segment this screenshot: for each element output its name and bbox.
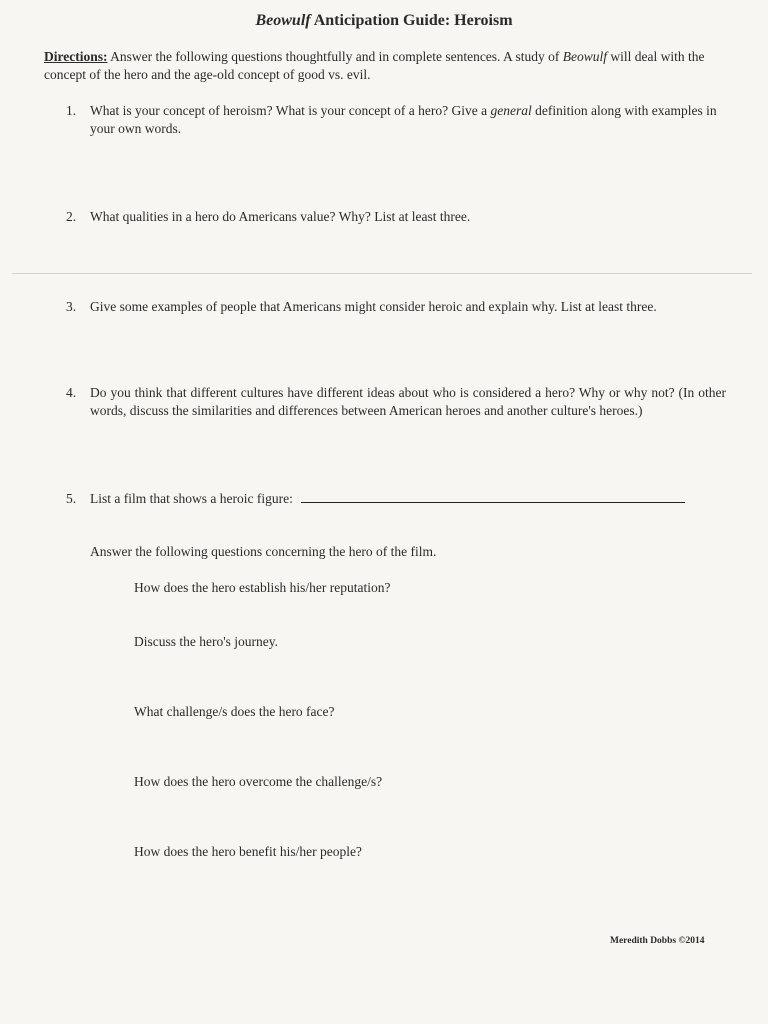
- question-text-label: List a film that shows a heroic figure:: [90, 491, 293, 506]
- copyright-credit: Meredith Dobbs ©2014: [610, 936, 705, 946]
- film-question-5: How does the hero benefit his/her people?: [134, 844, 362, 859]
- title-text: Anticipation Guide: Heroism: [310, 12, 513, 29]
- question-text-after: definition along with examples in your own words.: [90, 103, 717, 136]
- film-answer-line[interactable]: [301, 492, 685, 503]
- question-number: 3.: [66, 299, 77, 314]
- question-text: Give some examples of people that Americans might consider heroic and explain why. List at least three.: [90, 299, 657, 314]
- film-question-3: What challenge/s does the hero face?: [134, 704, 335, 719]
- page-title: [0, 12, 768, 30]
- directions-text-before: Answer the following questions thoughtfully and in complete sentences. A study of: [107, 49, 563, 64]
- question-2: [66, 208, 726, 226]
- question-number: 1.: [66, 103, 77, 118]
- directions-label: Directions:: [44, 49, 108, 64]
- question-5: [66, 490, 726, 508]
- title-italic: Beowulf: [255, 12, 311, 29]
- question-text: [90, 490, 726, 508]
- film-question-1: How does the hero establish his/her reputation?: [134, 580, 391, 595]
- divider: [12, 273, 752, 274]
- question-1: [66, 102, 726, 138]
- directions-italic: Beowulf: [562, 49, 607, 64]
- question-text-before: What is your concept of heroism? What is your concept of a hero? Give a: [90, 103, 491, 118]
- question-text: What qualities in a hero do Americans value? Why? List at least three.: [90, 209, 471, 224]
- question-4: [66, 384, 726, 420]
- film-question-4: How does the hero overcome the challenge/s?: [134, 774, 383, 789]
- directions: [44, 48, 726, 84]
- film-question-2: Discuss the hero's journey.: [134, 634, 279, 649]
- question-number: 2.: [66, 209, 77, 224]
- directions-text-after: will deal with the concept of the hero and the age-old concept of good vs. evil.: [44, 49, 705, 82]
- question-text: [90, 102, 726, 138]
- question-text: Do you think that different cultures have different ideas about who is considered a hero? Why or why not? (In other words, discuss the similarities and differences between American heroes and another culture's heroes.): [90, 385, 726, 418]
- film-intro: Answer the following questions concerning the hero of the film.: [90, 544, 437, 559]
- question-number: 4.: [66, 385, 77, 400]
- question-3: [66, 298, 726, 316]
- question-number: 5.: [66, 491, 77, 506]
- question-italic: general: [490, 103, 532, 118]
